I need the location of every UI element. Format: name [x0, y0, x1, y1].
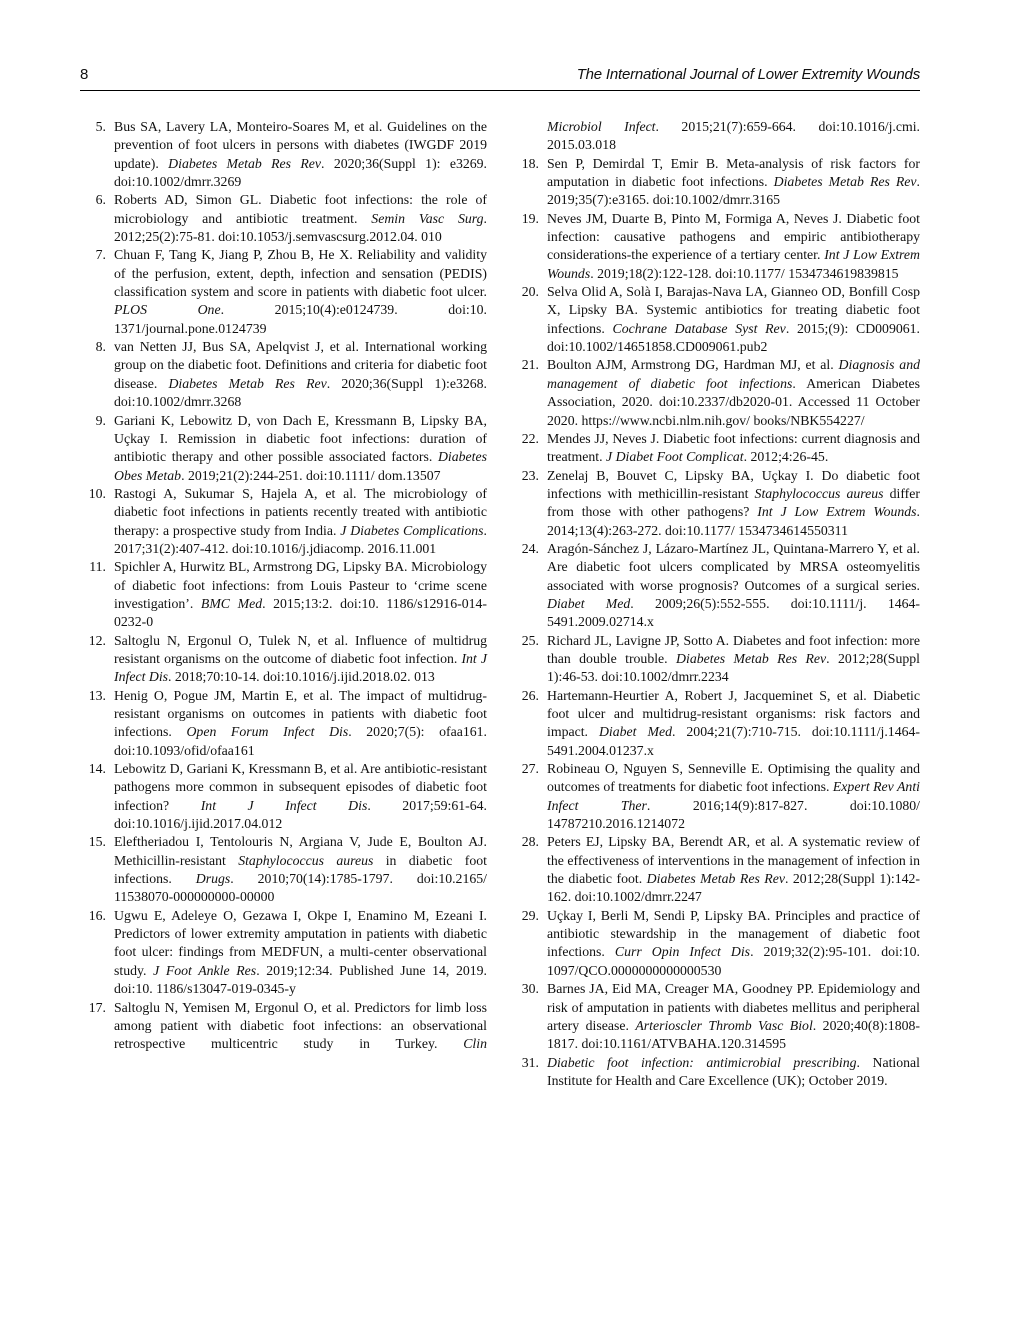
reference-text: Neves JM, Duarte B, Pinto M, Formiga A, Neves J. Diabetic foot infection: causative pathogens and empiric antibiotherapy considerations-the experience of a tertiary center. Int J Low Extrem Wounds. 2019;18(2):122-128. doi:10.1177/ 1534734619839815	[547, 210, 920, 281]
reference-item	[80, 191, 487, 246]
reference-number: 15.	[88, 834, 106, 850]
reference-text: Aragón-Sánchez J, Lázaro-Martínez JL, Quintana-Marrero Y, et al. Are diabetic foot ulcers complicated by MRSA osteomyelitis associated with worse prognosis? Outcomes of a surgical series. Diabet Med. 2009;26(5):552-555. doi:10.1111/j. 1464-5491.2009.02714.x	[547, 540, 921, 630]
reference-item	[80, 999, 487, 1054]
reference-number: 26.	[521, 687, 539, 703]
reference-text: Rastogi A, Sukumar S, Hajela A, et al. The microbiology of diabetic foot infections in patients recently treated with antibiotic therapy: a prospective study from India. J Diabetes Complications. 2017;31(2):407-412. doi:10.1016/j.jdiacomp. 2016.11.001	[114, 485, 487, 556]
reference-item	[80, 632, 487, 687]
reference-item	[513, 118, 920, 155]
reference-text: Roberts AD, Simon GL. Diabetic foot infections: the role of microbiology and antibiotic treatment. Semin Vasc Surg. 2012;25(2):75-81. doi:10.1053/j.semvascsurg.2012.04. 010	[114, 192, 487, 245]
reference-item	[513, 833, 920, 906]
reference-item	[513, 155, 920, 210]
journal-title: The International Journal of Lower Extremity Wounds	[576, 66, 920, 83]
reference-text: Sen P, Demirdal T, Emir B. Meta-analysis of risk factors for amputation in diabetic foot infections. Diabetes Metab Res Rev. 2019;35(7):e3165. doi:10.1002/dmrr.3165	[547, 155, 920, 208]
reference-text: Diabetic foot infection: antimicrobial prescribing. National Institute for Health and Care Excellence (UK); October 2019.	[547, 1054, 920, 1088]
reference-text: Chuan F, Tang K, Jiang P, Zhou B, He X. Reliability and validity of the perfusion, extent, depth, infection and sensation (PEDIS) classification system and score in patients with diabetic foot ulcer. PLOS One. 2015;10(4):e0124739. doi:10. 1371/journal.pone.0124739	[114, 247, 487, 336]
reference-text: Peters EJ, Lipsky BA, Berendt AR, et al. A systematic review of the effectiveness of interventions in the management of infection in the diabetic foot. Diabetes Metab Res Rev. 2012;28(Suppl 1):142-162. doi:10.1002/dmrr.2247	[547, 834, 921, 905]
reference-item	[80, 118, 487, 191]
reference-number: 11.	[89, 559, 106, 575]
reference-item	[513, 907, 920, 980]
reference-number: 13.	[88, 687, 106, 703]
reference-item	[80, 246, 487, 338]
reference-text: Saltoglu N, Yemisen M, Ergonul O, et al. Predictors for limb loss among patient with diabetic foot infections: an observational retrospective multicentric study in Turkey. Clin	[114, 999, 487, 1052]
reference-text: Spichler A, Hurwitz BL, Armstrong DG, Lipsky BA. Microbiology of diabetic foot infections: from Louis Pasteur to ‘crime scene investigation’. BMC Med. 2015;13:2. doi:10. 1186/s12916-014-0232-0	[114, 559, 487, 630]
reference-item	[80, 412, 487, 485]
reference-text: Ugwu E, Adeleye O, Gezawa I, Okpe I, Enamino M, Ezeani I. Predictors of lower extremity amputation in patients with diabetic foot ulcer: findings from MEDFUN, a multi-center observational study. J Foot Ankle Res. 2019;12:34. Published June 14, 2019. doi:10. 1186/s13047-019-0345-y	[114, 907, 488, 997]
reference-item	[80, 907, 487, 999]
reference-number	[513, 118, 547, 155]
reference-item	[80, 833, 487, 906]
reference-item	[513, 210, 920, 283]
reference-item	[513, 430, 920, 467]
references-right-column	[513, 118, 920, 1090]
reference-item	[80, 760, 487, 833]
reference-number: 20.	[521, 284, 539, 300]
reference-number: 9.	[95, 412, 106, 428]
reference-text: Hartemann-Heurtier A, Robert J, Jacqueminet S, et al. Diabetic foot ulcer and multidrug-resistant organisms: risk factors and impact. Diabet Med. 2004;21(7):710-715. doi:10.1111/j.1464-5491.2004.01237.x	[547, 687, 920, 758]
reference-number: 18.	[521, 155, 539, 171]
reference-number: 12.	[88, 632, 106, 648]
header-rule	[80, 90, 920, 91]
reference-number: 5.	[95, 119, 106, 134]
reference-number: 7.	[95, 247, 106, 263]
page-header	[80, 66, 920, 83]
reference-text: Microbiol Infect. 2015;21(7):659-664. doi:10.1016/j.cmi. 2015.03.018	[547, 119, 921, 153]
reference-number: 23.	[521, 467, 539, 483]
reference-text: Selva Olid A, Solà I, Barajas-Nava LA, Gianneo OD, Bonfill Cosp X, Lipsky BA. Systemic antibiotics for treating diabetic foot infections. Cochrane Database Syst Rev. 2015;(9): CD009061. doi:10.1002/14651858.CD009061.pub2	[547, 284, 920, 355]
reference-text: Bus SA, Lavery LA, Monteiro-Soares M, et al. Guidelines on the prevention of foot ulcers in persons with diabetes (IWGDF 2019 update). Diabetes Metab Res Rev. 2020;36(Suppl 1): e3269. doi:10.1002/dmrr.3269	[114, 119, 488, 190]
reference-number: 27.	[521, 761, 539, 777]
reference-item	[513, 760, 920, 833]
reference-item	[513, 687, 920, 760]
reference-item	[513, 1054, 920, 1091]
references-section	[80, 118, 920, 1090]
reference-item	[80, 485, 487, 558]
reference-text: Boulton AJM, Armstrong DG, Hardman MJ, et al. Diagnosis and management of diabetic foot infections. American Diabetes Association, 2020. doi:10.2337/db2020-01. Accessed 11 October 2020. https://www.ncbi.nlm.nih.gov/ books/NBK554227/	[547, 357, 920, 428]
references-left-column	[80, 118, 487, 1090]
reference-number: 31.	[521, 1054, 539, 1070]
reference-text: Gariani K, Lebowitz D, von Dach E, Kressmann B, Lipsky BA, Uçkay I. Remission in diabetic foot infections: duration of antibiotic therapy and other possible associated factors. Diabetes Obes Metab. 2019;21(2):244-251. doi:10.1111/ dom.13507	[114, 412, 487, 483]
reference-number: 16.	[88, 907, 106, 923]
reference-number: 10.	[88, 485, 106, 501]
reference-item	[80, 338, 487, 411]
reference-number: 28.	[521, 834, 539, 850]
reference-text: Barnes JA, Eid MA, Creager MA, Goodney PP. Epidemiology and risk of amputation in patients with diabetes mellitus and peripheral artery disease. Arterioscler Thromb Vasc Biol. 2020;40(8):1808-1817. doi:10.1161/ATVBAHA.120.314595	[547, 981, 920, 1052]
reference-text: Lebowitz D, Gariani K, Kressmann B, et al. Are antibiotic-resistant pathogens more common in subsequent episodes of diabetic foot infection? Int J Infect Dis. 2017;59:61-64. doi:10.1016/j.ijid.2017.04.012	[114, 761, 488, 832]
reference-item	[513, 632, 920, 687]
reference-text: Richard JL, Lavigne JP, Sotto A. Diabetes and foot infection: more than double trouble. Diabetes Metab Res Rev. 2012;28(Suppl 1):46-53. doi:10.1002/dmrr.2234	[547, 632, 921, 685]
reference-number: 6.	[95, 192, 106, 208]
reference-number: 22.	[521, 430, 539, 446]
reference-number: 17.	[88, 999, 106, 1015]
page-number: 8	[80, 66, 89, 83]
reference-text: Saltoglu N, Ergonul O, Tulek N, et al. Influence of multidrug resistant organisms on the outcome of diabetic foot infection. Int J Infect Dis. 2018;70:10-14. doi:10.1016/j.ijid.2018.02. 013	[114, 632, 487, 685]
reference-number: 29.	[521, 907, 539, 923]
reference-text: Eleftheriadou I, Tentolouris N, Argiana V, Jude E, Boulton AJ. Methicillin-resistant Staphylococcus aureus in diabetic foot infections. Drugs. 2010;70(14):1785-1797. doi:10.2165/ 11538070-000000000-00000	[114, 834, 487, 905]
reference-text: Henig O, Pogue JM, Martin E, et al. The impact of multidrug-resistant organisms on outcomes in patients with diabetic foot infections. Open Forum Infect Dis. 2020;7(5): ofaa161. doi:10.1093/ofid/ofaa161	[114, 687, 487, 758]
reference-text: Robineau O, Nguyen S, Senneville E. Optimising the quality and outcomes of treatments for diabetic foot infections. Expert Rev Anti Infect Ther. 2016;14(9):817-827. doi:10.1080/ 14787210.2016.1214072	[547, 761, 920, 832]
reference-item	[513, 980, 920, 1053]
reference-number: 8.	[95, 339, 106, 355]
reference-text: van Netten JJ, Bus SA, Apelqvist J, et al. International working group on the diabetic foot. Definitions and criteria for diabetic foot disease. Diabetes Metab Res Rev. 2020;36(Suppl 1):e3268. doi:10.1002/dmrr.3268	[114, 339, 487, 410]
reference-number: 25.	[521, 632, 539, 648]
reference-item	[513, 356, 920, 429]
reference-text: Uçkay I, Berli M, Sendi P, Lipsky BA. Principles and practice of antibiotic stewardship in the management of diabetic foot infections. Curr Opin Infect Dis. 2019;32(2):95-101. doi:10. 1097/QCO.0000000000000530	[547, 907, 920, 978]
reference-text: Mendes JJ, Neves J. Diabetic foot infections: current diagnosis and treatment. J Diabet Foot Complicat. 2012;4:26-45.	[547, 430, 920, 465]
reference-item	[513, 540, 920, 632]
reference-number: 19.	[521, 210, 539, 226]
reference-text: Zenelaj B, Bouvet C, Lipsky BA, Uçkay I. Do diabetic foot infections with methicillin-resistant Staphylococcus aureus differ from those with other pathogens? Int J Low Extrem Wounds. 2014;13(4):263-272. doi:10.1177/ 1534734614550311	[547, 467, 920, 538]
reference-item	[513, 283, 920, 356]
reference-item	[80, 558, 487, 631]
reference-item	[513, 467, 920, 540]
reference-number: 30.	[521, 981, 539, 997]
reference-number: 14.	[88, 761, 106, 777]
reference-item	[80, 687, 487, 760]
reference-number: 24.	[521, 540, 539, 556]
reference-number: 21.	[521, 357, 539, 373]
